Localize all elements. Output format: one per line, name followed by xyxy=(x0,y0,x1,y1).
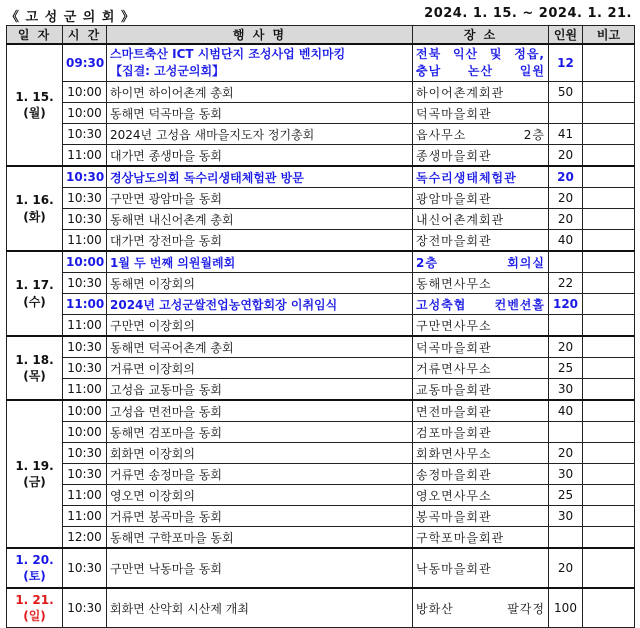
place-cell xyxy=(413,82,549,103)
event-cell xyxy=(107,548,413,588)
people-count: 50 xyxy=(557,85,574,99)
day-of-week: (금) xyxy=(23,475,46,489)
time-text: 10:30 xyxy=(67,276,102,290)
people-cell xyxy=(549,379,583,401)
time-text: 11:00 xyxy=(67,488,102,502)
schedule-title: 《 고 성 군 의 회 》 xyxy=(6,10,135,25)
table-row xyxy=(7,485,635,506)
time-text: 11:00 xyxy=(67,509,102,523)
note-cell xyxy=(583,588,635,628)
people-count: 20 xyxy=(557,191,574,205)
place-cell xyxy=(413,422,549,443)
place-cell xyxy=(413,548,549,588)
place-text: 검포마을회관 xyxy=(416,425,492,440)
event-cell xyxy=(107,124,413,145)
time-text: 10:30 xyxy=(67,191,102,205)
place-text: 방화산 팔각정 xyxy=(416,601,545,616)
people-count: 20 xyxy=(557,446,574,460)
event-cell xyxy=(107,464,413,485)
note-cell xyxy=(583,124,635,145)
time-text: 10:30 xyxy=(67,212,102,226)
event-cell xyxy=(107,166,413,188)
table-row xyxy=(7,166,635,188)
note-cell xyxy=(583,230,635,252)
note-cell xyxy=(583,315,635,337)
event-name: 회화면 이장회의 xyxy=(110,446,195,461)
time-cell xyxy=(63,379,107,401)
event-cell xyxy=(107,315,413,337)
place-text: 면전마을회관 xyxy=(416,404,492,419)
people-count: 20 xyxy=(557,561,574,575)
people-cell xyxy=(549,82,583,103)
place-text: 구만면사무소 xyxy=(416,318,492,333)
place-text: 내신어촌계회관 xyxy=(416,212,505,227)
time-text: 12:00 xyxy=(67,530,102,544)
time-cell xyxy=(63,400,107,422)
time-text: 10:30 xyxy=(67,361,102,375)
date-cell xyxy=(7,400,63,548)
people-cell xyxy=(549,209,583,230)
place-text: 구학포마을회관 xyxy=(416,530,505,545)
place-cell xyxy=(413,230,549,252)
time-cell xyxy=(63,273,107,294)
event-name: 대가면 종생마을 동회 xyxy=(110,148,222,163)
time-text: 10:30 xyxy=(67,467,102,481)
event-cell xyxy=(107,588,413,628)
time-cell xyxy=(63,103,107,124)
event-cell xyxy=(107,336,413,358)
people-cell xyxy=(549,422,583,443)
table-row xyxy=(7,379,635,401)
people-cell xyxy=(549,273,583,294)
date-text: 1. 17. xyxy=(15,278,54,293)
date-text: 1. 19. xyxy=(15,458,54,473)
place-text: 2층 회의실 xyxy=(416,255,545,270)
people-count: 40 xyxy=(557,233,574,247)
event-name: 동해면 구학포마을 동회 xyxy=(110,530,234,545)
column-header-time: 시 간 xyxy=(63,26,107,45)
note-cell xyxy=(583,548,635,588)
people-cell xyxy=(549,44,583,82)
table-row xyxy=(7,230,635,252)
people-count: 20 xyxy=(557,212,574,226)
time-cell xyxy=(63,230,107,252)
place-cell xyxy=(413,506,549,527)
time-text: 10:00 xyxy=(67,404,102,418)
event-cell xyxy=(107,82,413,103)
place-text: 회화면사무소 xyxy=(416,446,492,461)
place-text: 낙동마을회관 xyxy=(416,561,492,576)
event-cell xyxy=(107,443,413,464)
table-row xyxy=(7,400,635,422)
people-count: 30 xyxy=(557,467,574,481)
place-cell xyxy=(413,103,549,124)
time-text: 10:00 xyxy=(67,106,102,120)
time-text: 11:00 xyxy=(67,382,102,396)
place-text: 덕곡마을회관 xyxy=(416,106,492,121)
time-text: 10:00 xyxy=(67,85,102,99)
event-name: 2024년 고성읍 새마을지도자 정기총회 xyxy=(110,127,315,142)
table-row xyxy=(7,209,635,230)
note-cell xyxy=(583,209,635,230)
date-cell xyxy=(7,44,63,166)
place-text: 전북 익산 및 정읍, xyxy=(416,47,545,61)
people-count: 20 xyxy=(557,340,574,354)
day-of-week: (월) xyxy=(23,106,46,120)
date-text: 1. 16. xyxy=(15,193,54,208)
place-text: 영오면사무소 xyxy=(416,488,492,503)
time-cell xyxy=(63,464,107,485)
place-text: 교동마을회관 xyxy=(416,382,492,397)
people-count: 25 xyxy=(557,488,574,502)
table-row xyxy=(7,588,635,628)
people-cell xyxy=(549,336,583,358)
time-text: 11:00 xyxy=(67,148,102,162)
table-row xyxy=(7,273,635,294)
column-header-date: 일 자 xyxy=(7,26,63,45)
event-name: 스마트축산 ICT 시범단지 조성사업 벤치마킹 xyxy=(110,47,346,61)
place-cell xyxy=(413,166,549,188)
time-text: 10:30 xyxy=(67,446,102,460)
place-cell xyxy=(413,379,549,401)
time-cell xyxy=(63,188,107,209)
place-cell xyxy=(413,251,549,273)
event-name: 구만면 이장회의 xyxy=(110,318,195,333)
event-cell xyxy=(107,400,413,422)
day-of-week: (일) xyxy=(23,609,46,623)
time-text: 11:00 xyxy=(67,318,102,332)
place-text: 봉곡마을회관 xyxy=(416,509,492,524)
time-cell xyxy=(63,485,107,506)
event-name: 2024년 고성군쌀전업농연합회장 이취임식 xyxy=(110,297,338,312)
people-cell xyxy=(549,166,583,188)
event-name: 동해면 이장회의 xyxy=(110,276,195,291)
event-cell xyxy=(107,230,413,252)
note-cell xyxy=(583,464,635,485)
time-text: 10:30 xyxy=(67,340,102,354)
event-cell xyxy=(107,273,413,294)
place-cell xyxy=(413,527,549,549)
time-cell xyxy=(63,422,107,443)
place-text: 덕곡마을회관 xyxy=(416,340,492,355)
time-cell xyxy=(63,315,107,337)
time-text: 10:00 xyxy=(66,255,105,269)
time-cell xyxy=(63,209,107,230)
note-cell xyxy=(583,400,635,422)
event-cell xyxy=(107,527,413,549)
table-row xyxy=(7,145,635,167)
people-cell xyxy=(549,103,583,124)
people-count: 20 xyxy=(557,170,574,184)
people-cell xyxy=(549,188,583,209)
place-cell xyxy=(413,485,549,506)
table-row xyxy=(7,44,635,82)
place-cell xyxy=(413,443,549,464)
people-count: 12 xyxy=(557,56,574,70)
event-name: 구만면 광암마을 동회 xyxy=(110,191,222,206)
place-cell xyxy=(413,44,549,82)
event-cell xyxy=(107,294,413,315)
people-cell xyxy=(549,485,583,506)
place-cell xyxy=(413,188,549,209)
time-cell xyxy=(63,82,107,103)
table-row xyxy=(7,315,635,337)
event-name: 거류면 봉곡마을 동회 xyxy=(110,509,222,524)
day-of-week: (목) xyxy=(23,369,46,383)
time-cell xyxy=(63,166,107,188)
place-cell xyxy=(413,336,549,358)
table-header-row xyxy=(7,26,635,45)
column-header-note: 비고 xyxy=(583,26,635,45)
time-text: 10:30 xyxy=(67,601,102,615)
place-cell xyxy=(413,464,549,485)
note-cell xyxy=(583,294,635,315)
note-cell xyxy=(583,188,635,209)
event-name: 동해면 내신어촌계 총회 xyxy=(110,212,234,227)
time-text: 11:00 xyxy=(66,297,105,311)
people-cell xyxy=(549,315,583,337)
people-cell xyxy=(549,251,583,273)
event-name: 거류면 송정마을 동회 xyxy=(110,467,222,482)
note-cell xyxy=(583,443,635,464)
table-row xyxy=(7,188,635,209)
place-text: 읍사무소 2층 xyxy=(416,127,545,142)
place-text: 거류면사무소 xyxy=(416,361,492,376)
event-name: 동해면 덕곡마을 동회 xyxy=(110,106,222,121)
time-cell xyxy=(63,44,107,82)
place-cell xyxy=(413,294,549,315)
table-row xyxy=(7,527,635,549)
table-row xyxy=(7,443,635,464)
place-text: 독수리생태체험관 xyxy=(416,170,517,185)
table-row xyxy=(7,103,635,124)
date-text: 1. 21. xyxy=(15,592,54,607)
schedule-header xyxy=(0,0,640,25)
people-count: 22 xyxy=(557,276,574,290)
people-cell xyxy=(549,548,583,588)
event-cell xyxy=(107,44,413,82)
place-cell xyxy=(413,209,549,230)
place-cell xyxy=(413,315,549,337)
event-cell xyxy=(107,145,413,167)
time-text: 11:00 xyxy=(67,233,102,247)
time-cell xyxy=(63,145,107,167)
day-of-week: (수) xyxy=(23,294,46,309)
schedule-period: 2024. 1. 15. ~ 2024. 1. 21. xyxy=(424,6,632,21)
people-cell xyxy=(549,294,583,315)
event-name: 하이면 하이어촌계 총회 xyxy=(110,85,234,100)
place-text: 광암마을회관 xyxy=(416,191,492,206)
day-of-week: (토) xyxy=(23,569,46,583)
people-count: 100 xyxy=(554,601,577,615)
column-header-event: 행 사 명 xyxy=(107,26,413,45)
date-cell xyxy=(7,251,63,336)
place-cell xyxy=(413,145,549,167)
time-cell xyxy=(63,294,107,315)
note-cell xyxy=(583,485,635,506)
people-cell xyxy=(549,506,583,527)
date-text: 1. 15. xyxy=(15,89,54,104)
place-text: 송정마을회관 xyxy=(416,467,492,482)
people-count: 20 xyxy=(557,148,574,162)
event-cell xyxy=(107,188,413,209)
table-row xyxy=(7,251,635,273)
event-name: 동해면 덕곡어촌계 총회 xyxy=(110,340,234,355)
date-cell xyxy=(7,336,63,400)
table-row xyxy=(7,358,635,379)
date-text: 1. 20. xyxy=(15,552,54,567)
schedule-body xyxy=(7,44,635,628)
note-cell xyxy=(583,336,635,358)
schedule-table xyxy=(6,25,635,628)
time-text: 10:30 xyxy=(67,127,102,141)
column-header-place: 장 소 xyxy=(413,26,549,45)
day-of-week: (화) xyxy=(23,209,46,224)
note-cell xyxy=(583,145,635,167)
date-cell xyxy=(7,588,63,628)
table-row xyxy=(7,124,635,145)
place-text: 하이어촌계회관 xyxy=(416,85,505,100)
people-cell xyxy=(549,464,583,485)
table-row xyxy=(7,422,635,443)
place-cell xyxy=(413,273,549,294)
time-text: 10:00 xyxy=(67,425,102,439)
time-cell xyxy=(63,527,107,549)
event-name: 회화면 산악회 시산제 개최 xyxy=(110,601,249,616)
place-text-line2: 충남 논산 일원 xyxy=(416,64,545,78)
column-header-people: 인원 xyxy=(549,26,583,45)
event-cell xyxy=(107,209,413,230)
place-cell xyxy=(413,588,549,628)
people-count: 40 xyxy=(557,404,574,418)
note-cell xyxy=(583,527,635,549)
table-row xyxy=(7,82,635,103)
time-cell xyxy=(63,251,107,273)
event-cell xyxy=(107,358,413,379)
place-cell xyxy=(413,358,549,379)
time-cell xyxy=(63,506,107,527)
note-cell xyxy=(583,506,635,527)
people-cell xyxy=(549,443,583,464)
event-name: 영오면 이장회의 xyxy=(110,488,195,503)
table-row xyxy=(7,336,635,358)
date-cell xyxy=(7,548,63,588)
date-text: 1. 18. xyxy=(15,352,54,367)
note-cell xyxy=(583,273,635,294)
event-name: 동해면 검포마을 동회 xyxy=(110,425,222,440)
people-cell xyxy=(549,124,583,145)
event-name-note: 【집결: 고성군의회】 xyxy=(110,64,225,78)
event-name: 고성읍 면전마을 동회 xyxy=(110,404,222,419)
note-cell xyxy=(583,103,635,124)
note-cell xyxy=(583,251,635,273)
people-count: 25 xyxy=(557,361,574,375)
event-cell xyxy=(107,103,413,124)
place-text: 종생마을회관 xyxy=(416,148,492,163)
event-cell xyxy=(107,251,413,273)
note-cell xyxy=(583,44,635,82)
event-cell xyxy=(107,379,413,401)
table-row xyxy=(7,548,635,588)
table-row xyxy=(7,506,635,527)
people-count: 30 xyxy=(557,509,574,523)
people-count: 120 xyxy=(552,297,579,311)
place-cell xyxy=(413,400,549,422)
people-cell xyxy=(549,145,583,167)
time-cell xyxy=(63,336,107,358)
place-text: 고성축협 컨벤션홀 xyxy=(416,297,545,312)
note-cell xyxy=(583,379,635,401)
people-count: 30 xyxy=(557,382,574,396)
time-cell xyxy=(63,548,107,588)
table-row xyxy=(7,294,635,315)
event-name: 대가면 장전마을 동회 xyxy=(110,233,222,248)
time-cell xyxy=(63,443,107,464)
event-name: 1월 두 번째 의원월례회 xyxy=(110,255,236,270)
note-cell xyxy=(583,166,635,188)
event-cell xyxy=(107,485,413,506)
date-cell xyxy=(7,166,63,251)
people-count: 41 xyxy=(557,127,574,141)
time-text: 10:30 xyxy=(66,170,105,184)
place-text: 동해면사무소 xyxy=(416,276,492,291)
time-cell xyxy=(63,124,107,145)
event-name: 고성읍 교동마을 동회 xyxy=(110,382,222,397)
event-cell xyxy=(107,506,413,527)
time-cell xyxy=(63,358,107,379)
note-cell xyxy=(583,82,635,103)
note-cell xyxy=(583,358,635,379)
event-name: 거류면 이장회의 xyxy=(110,361,195,376)
time-cell xyxy=(63,588,107,628)
time-text: 10:30 xyxy=(67,561,102,575)
event-name: 구만면 낙동마을 동회 xyxy=(110,561,222,576)
table-row xyxy=(7,464,635,485)
time-text: 09:30 xyxy=(66,56,105,70)
place-cell xyxy=(413,124,549,145)
people-cell xyxy=(549,527,583,549)
people-cell xyxy=(549,400,583,422)
note-cell xyxy=(583,422,635,443)
place-text: 장전마을회관 xyxy=(416,233,492,248)
people-cell xyxy=(549,588,583,628)
event-cell xyxy=(107,422,413,443)
people-cell xyxy=(549,358,583,379)
event-name: 경상남도의회 독수리생태체험관 방문 xyxy=(110,170,304,185)
people-cell xyxy=(549,230,583,252)
